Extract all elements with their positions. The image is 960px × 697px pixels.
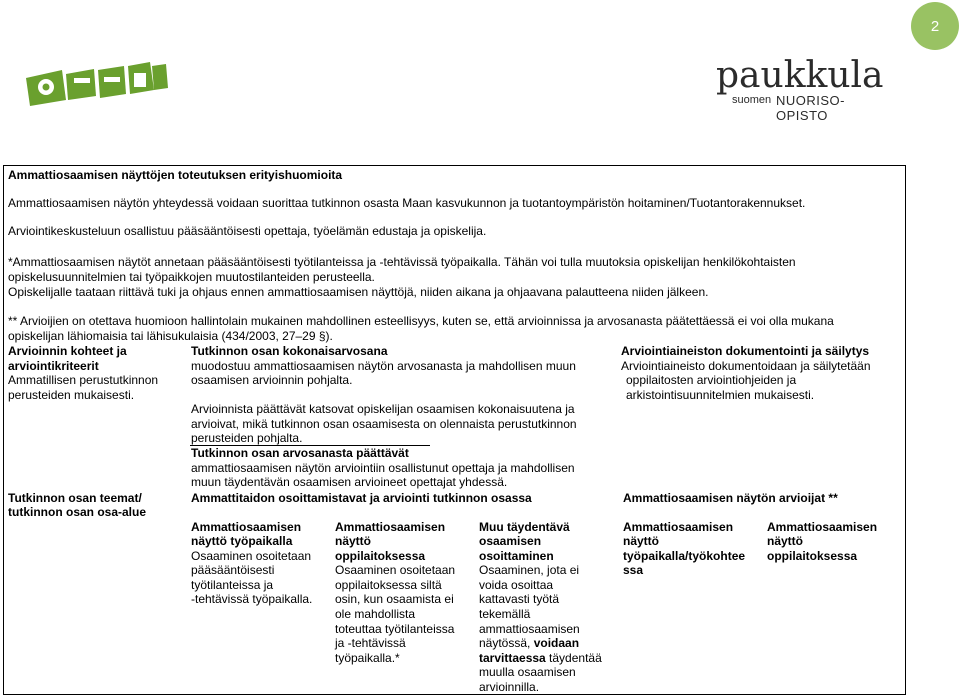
school-demo-text: työpaikalla.*	[335, 651, 400, 665]
supplementary-text: ammattiosaamisen	[479, 622, 580, 636]
section-title: Ammattiosaamisen näyttöjen toteutuksen erityishuomioita	[8, 168, 343, 182]
criteria-heading: Arvioinnin kohteet ja	[8, 344, 127, 358]
school-demo-heading: oppilaitoksessa	[335, 549, 426, 563]
school-demo-heading: näyttö	[335, 534, 371, 548]
assessors-heading: Ammattiosaamisen näytön arvioijat **	[623, 491, 838, 505]
supplementary-text: arvioinnilla.	[479, 680, 540, 694]
school-demo-text: ja -tehtävissä	[335, 636, 406, 650]
note-line: *Ammattiosaamisen näytöt annetaan pääsääntöisesti työtilanteissa ja -tehtävissä työpaikalla. Tähän voi tulla muutoksia opiskelijan henkilökohtaisten	[8, 255, 796, 269]
paukkula-logo	[716, 55, 894, 123]
note-line: Opiskelijalle taataan riittävä tuki ja ohjaus ennen ammattiosaamisen näyttöjä, niiden aikana ja ohjaavana palautteena niiden jälkeen.	[8, 285, 709, 299]
assessor-school-heading: näyttö	[767, 534, 803, 548]
note-line: ** Arvioijien on otettava huomioon hallintolain mukainen mahdollinen esteellisyys, kuten se, että arvioinnissa ja arvosanasta päätettäessä ei voi olla mukana	[8, 314, 834, 328]
supplementary-text: tekemällä	[479, 607, 531, 621]
assessor-workplace-heading: työpaikalla/työkohtee	[623, 549, 746, 563]
workplace-demo-text: pääsääntöisesti	[191, 563, 275, 577]
themes-heading: Tutkinnon osan teemat/	[8, 491, 142, 505]
assessor-school-heading: oppilaitoksessa	[767, 549, 858, 563]
supplementary-text: Osaaminen, jota ei	[479, 563, 580, 577]
overall-grade-text: perusteiden pohjalta.	[191, 431, 303, 445]
overall-grade-text: muodostuu ammattiosaamisen näytön arvosanasta ja mahdollisen muun	[191, 359, 576, 373]
note-line: Arviointikeskusteluun osallistuu pääsääntöisesti opettaja, työelämän edustaja ja opiskelija.	[8, 224, 487, 238]
paukkula-logo-text: paukkula	[716, 55, 884, 96]
criteria-text: Ammatillisen perustutkinnon	[8, 373, 159, 387]
school-demo-text: ole mahdollista	[335, 607, 416, 621]
supplementary-text: kattavasti työtä	[479, 592, 560, 606]
supplementary-text-part: täydentää	[545, 651, 602, 665]
assessor-workplace-heading: ssa	[623, 563, 644, 577]
supplementary-text-part: näytössä,	[479, 636, 534, 650]
school-demo-text: oppilaitoksessa siltä	[335, 578, 442, 592]
supplementary-text	[479, 651, 602, 666]
school-demo-text: Osaaminen osoitetaan	[335, 563, 456, 577]
workplace-demo-text: Osaaminen osoitetaan	[191, 549, 312, 563]
supplementary-text-bold: tarvittaessa	[479, 651, 546, 665]
assessor-workplace-heading: näyttö	[623, 534, 659, 548]
overall-grade-text: arvioivat, mikä tutkinnon osan osaamisesta on olennaista perustutkinnon	[191, 417, 577, 431]
workplace-demo-text: työtilanteissa ja	[191, 578, 274, 592]
themes-heading: tutkinnon osan osa-alue	[8, 505, 147, 519]
criteria-heading: arviointikriteerit	[8, 359, 99, 373]
paukkula-logo-subtitle: NUORISO-OPISTO	[776, 93, 845, 123]
supplementary-text: voida osoittaa	[479, 578, 554, 592]
supplementary-text-bold: voidaan	[533, 636, 580, 650]
supplementary-text	[479, 636, 579, 651]
documentation-text: Arviointiaineisto dokumentoidaan ja säilytetään	[621, 359, 871, 373]
page-number-badge	[911, 2, 959, 50]
supplementary-heading: Muu täydentävä	[479, 520, 570, 534]
documentation-text: oppilaitosten arviointiohjeiden ja	[626, 373, 797, 387]
supplementary-heading: osoittaminen	[479, 549, 554, 563]
paukkula-logo-suomen: suomen	[732, 94, 772, 106]
documentation-heading: Arviointiaineiston dokumentointi ja säilytys	[621, 344, 870, 358]
assessor-school-heading: Ammattiosaamisen	[767, 520, 878, 534]
school-demo-text: toteuttaa työtilanteissa	[335, 622, 455, 636]
school-demo-heading: Ammattiosaamisen	[335, 520, 446, 534]
workplace-demo-heading: Ammattiosaamisen	[191, 520, 302, 534]
documentation-text: arkistointisuunnitelmien mukaisesti.	[626, 388, 815, 402]
overall-grade-text: osaamisen arvioinnin pohjalta.	[191, 373, 353, 387]
overall-grade-heading: Tutkinnon osan kokonaisarvosana	[191, 344, 388, 358]
document-table	[3, 165, 906, 695]
assessor-workplace-heading: Ammattiosaamisen	[623, 520, 734, 534]
workplace-demo-heading: näyttö työpaikalla	[191, 534, 293, 548]
supplementary-heading: osaamisen	[479, 534, 542, 548]
page-number: 2	[930, 17, 940, 35]
school-demo-text: osin, kun osaamista ei	[335, 592, 454, 606]
grade-deciders-heading: Tutkinnon osan arvosanasta päättävät	[191, 446, 409, 460]
grade-deciders-text: ammattiosaamisen näytön arviointiin osallistunut opettaja ja mahdollisen	[191, 461, 575, 475]
methods-heading: Ammattitaidon osoittamistavat ja arviointi tutkinnon osassa	[191, 491, 532, 505]
supplementary-text: muulla osaamisen	[479, 665, 576, 679]
grade-deciders-text: muun täydentävän osaamisen arvioineet opettajat yhdessä.	[191, 475, 508, 489]
note-line: opiskelijan lähiomaisia tai lähisukulaisia (434/2003, 27–29 §).	[8, 329, 333, 343]
esedu-logo-mark	[22, 60, 168, 108]
overall-grade-text: Arvioinnista päättävät katsovat opiskelijan osaamisen kokonaisuutena ja	[191, 402, 575, 416]
esedu-logo	[22, 60, 168, 108]
note-line: Ammattiosaamisen näytön yhteydessä voidaan suorittaa tutkinnon osasta Maan kasvukunnon ja tuotantoympäristön hoitaminen/Tuotantorakennukset.	[8, 196, 806, 210]
criteria-text: perusteiden mukaisesti.	[8, 388, 135, 402]
note-line: opiskelusuunnitelmien tai työpaikkojen muutostilanteiden perusteella.	[8, 270, 375, 284]
workplace-demo-text: -tehtävissä työpaikalla.	[191, 592, 313, 606]
